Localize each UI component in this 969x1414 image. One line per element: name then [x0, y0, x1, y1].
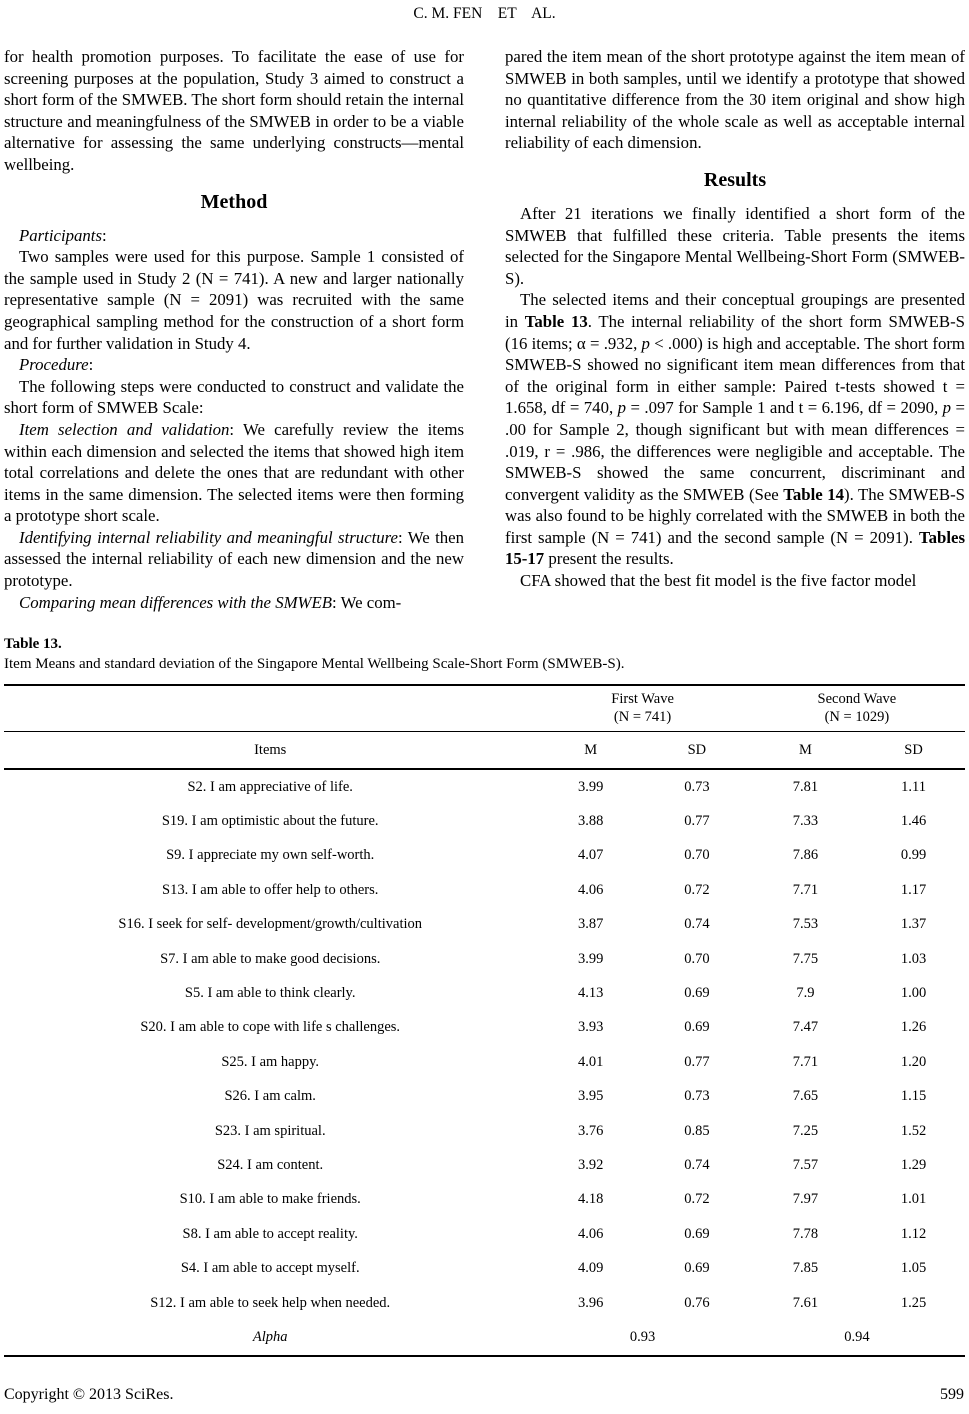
value-cell: 7.53: [792, 916, 819, 933]
text-segment: :: [88, 355, 94, 375]
value-cell: 7.9: [796, 985, 815, 1002]
value-cell: 0.70: [684, 847, 710, 864]
value-cell: 0.99: [900, 847, 927, 864]
item-cell: S7. I am able to make good decisions.: [160, 950, 381, 967]
sd-column-header: SD: [645, 732, 749, 770]
value-cell: 1.01: [900, 1191, 927, 1208]
value-cell: 7.85: [792, 1260, 819, 1277]
first-wave-n: (N = 741): [613, 708, 672, 725]
text-segment: :: [101, 225, 107, 245]
value-cell: 1.52: [900, 1122, 927, 1139]
value-cell: 1.05: [900, 1260, 927, 1277]
text-segment: p: [942, 398, 952, 418]
table-caption-label: Table 13.: [4, 636, 62, 652]
second-wave-title: Second Wave: [817, 691, 897, 707]
m-column-header: M: [749, 732, 862, 770]
text-segment: Participants: [19, 225, 102, 245]
text-segment: Comparing mean differences with the SMWEB: [19, 592, 333, 612]
body-columns: [4, 46, 965, 613]
table-row: [4, 873, 965, 907]
alpha-row: [4, 1320, 965, 1355]
column-header-row: [4, 732, 965, 770]
table-row: [4, 839, 965, 873]
alpha-second-wave-value: 0.94: [749, 1320, 965, 1355]
table-row: [4, 1251, 965, 1285]
text-segment: Identifying internal reliability and meaningful structure: [19, 527, 399, 547]
item-cell: S2. I am appreciative of life.: [187, 778, 353, 795]
text-segment: < .000) is high and acceptable. The short form SMWEB-S showed no significant item mean differences from that of the original form in either sample: Paired t-tests showed t = 1.658, df = 740,: [505, 333, 965, 418]
text-segment: Tables 15-17: [505, 527, 965, 569]
text-segment: Item selection and validation: [19, 419, 230, 439]
value-cell: 1.46: [900, 813, 927, 830]
copyright-text: Copyright © 2013 SciRes.: [4, 1386, 174, 1403]
value-cell: 0.69: [684, 1260, 710, 1277]
value-cell: 1.20: [900, 1053, 927, 1070]
value-cell: 7.33: [792, 813, 819, 830]
text-segment: : We com-: [332, 592, 402, 612]
item-cell: S10. I am able to make friends.: [179, 1191, 361, 1208]
item-cell: S26. I am calm.: [224, 1088, 316, 1105]
value-cell: 3.99: [578, 778, 604, 795]
paragraph: The following steps were conducted to construct and validate the short form of SMWEB Scale:: [4, 376, 464, 418]
text-segment: = .00 for Sample 2, though significant but with mean differences = .019, r = .986, the differences were negligible and acceptable. The SMWEB-S showed the same concurrent, discriminant and convergent validity as the SMWEB (See: [505, 398, 965, 504]
item-cell: S16. I seek for self- development/growth/cultivation: [118, 916, 423, 933]
second-wave-header: [749, 685, 965, 732]
table-caption-text: Item Means and standard deviation of the Singapore Mental Wellbeing Scale-Short Form (SMWEB-S).: [4, 656, 625, 672]
value-cell: 0.74: [684, 916, 710, 933]
value-cell: 3.87: [578, 916, 604, 933]
table-caption: [4, 634, 965, 674]
text-segment: p: [641, 333, 650, 353]
value-cell: 3.96: [578, 1294, 604, 1311]
text-segment: Table 13: [524, 311, 588, 331]
text-segment: = .097 for Sample 1 and t = 6.196, df = 2090,: [626, 398, 943, 418]
text-segment: : We then assessed the internal reliability of each new dimension and the new prototype.: [4, 527, 464, 591]
item-cell: S25. I am happy.: [221, 1053, 320, 1070]
value-cell: 3.99: [578, 950, 604, 967]
text-segment: Table 14: [783, 484, 844, 504]
value-cell: 0.69: [684, 1019, 710, 1036]
value-cell: 4.09: [578, 1260, 604, 1277]
table-row: [4, 1011, 965, 1045]
value-cell: 0.76: [684, 1294, 710, 1311]
text-segment: ). The SMWEB-S was also found to be highly correlated with the SMWEB in both the first sample (N = 741) and the second sample (N = 2091).: [505, 484, 965, 547]
value-cell: 3.93: [578, 1019, 604, 1036]
table-row: [4, 804, 965, 838]
item-cell: S5. I am able to think clearly.: [184, 985, 356, 1002]
table-row: [4, 1080, 965, 1114]
value-cell: 0.85: [684, 1122, 710, 1139]
value-cell: 7.81: [792, 778, 819, 795]
value-cell: 1.17: [900, 881, 927, 898]
value-cell: 1.12: [900, 1225, 927, 1242]
first-wave-title: First Wave: [611, 691, 674, 707]
page-number: 599: [940, 1386, 964, 1403]
value-cell: 3.88: [578, 813, 604, 830]
paragraph: After 21 iterations we finally identified a short form of the SMWEB that fulfilled these criteria. Table presents the items selected for the Singapore Mental Wellbeing-Short Form (SMWEB-S).: [505, 203, 965, 288]
value-cell: 1.11: [901, 778, 926, 795]
value-cell: 0.73: [684, 1088, 710, 1105]
paragraph: CFA showed that the best fit model is the five factor model: [520, 571, 917, 591]
value-cell: 4.18: [578, 1191, 604, 1208]
value-cell: 4.13: [578, 985, 604, 1002]
value-cell: 4.07: [578, 847, 604, 864]
table-row: [4, 976, 965, 1010]
paragraph: Two samples were used for this purpose. Sample 1 consisted of the sample used in Study 2 (N = 741). A new and larger nationally representative sample (N = 2091) was recruited with the same geographical sampling method for the construction of a short form and for further validation in Study 4.: [4, 247, 464, 353]
value-cell: 1.25: [900, 1294, 927, 1311]
item-cell: S19. I am optimistic about the future.: [161, 813, 379, 830]
table-row: [4, 1148, 965, 1182]
value-cell: 1.03: [900, 950, 927, 967]
value-cell: 7.97: [792, 1191, 819, 1208]
text-segment: The selected items and their conceptual groupings are presented in: [505, 290, 965, 331]
value-cell: 0.72: [684, 1191, 710, 1208]
alpha-label: Alpha: [4, 1320, 536, 1355]
value-cell: 7.65: [792, 1088, 819, 1105]
value-cell: 3.76: [578, 1122, 604, 1139]
table-row: [4, 908, 965, 942]
paragraph: [4, 592, 464, 614]
wave-header-row: [4, 685, 965, 732]
value-cell: 0.70: [684, 950, 710, 967]
paragraph: [4, 419, 464, 527]
item-cell: S9. I appreciate my own self-worth.: [166, 847, 375, 864]
value-cell: 7.25: [792, 1122, 819, 1139]
value-cell: 1.00: [900, 985, 927, 1002]
text-segment: Procedure: [19, 355, 89, 375]
value-cell: 7.71: [792, 881, 819, 898]
text-segment: . The internal reliability of the short form SMWEB-S (16 items; α = .932,: [505, 311, 965, 353]
text-segment: p: [617, 398, 627, 418]
right-column: [505, 46, 965, 613]
table-row: [4, 942, 965, 976]
value-cell: 0.69: [684, 1225, 710, 1242]
participants-label: [4, 225, 464, 247]
items-column-header: Items: [4, 732, 536, 770]
alpha-first-wave-value: 0.93: [536, 1320, 748, 1355]
method-heading: Method: [200, 190, 268, 213]
item-cell: S23. I am spiritual.: [214, 1122, 326, 1139]
results-heading: Results: [703, 168, 767, 191]
m-column-header: M: [536, 732, 645, 770]
table-13-area: [4, 634, 965, 1357]
table-row: [4, 769, 965, 804]
paragraph: for health promotion purposes. To facilitate the ease of use for screening purposes at the population, Study 3 aimed to construct a short form of the SMWEB. The short form should retain the internal structure and meaningfulness of the SMWEB in order to be a viable alternative for assessing the same underlying constructs—mental wellbeing.: [4, 47, 464, 174]
value-cell: 0.74: [684, 1156, 710, 1173]
text-segment: present the results.: [544, 549, 674, 569]
paragraph: pared the item mean of the short prototype against the item mean of SMWEB in both samples, until we identify a prototype that showed no quantitative difference from the 30 item original and show high internal reliability of the whole scale as well as acceptable internal reliability of each dimension.: [505, 47, 965, 153]
value-cell: 3.95: [578, 1088, 604, 1105]
paragraph: [4, 527, 464, 592]
value-cell: 1.37: [900, 916, 927, 933]
item-cell: S24. I am content.: [217, 1156, 324, 1173]
value-cell: 0.77: [684, 813, 710, 830]
value-cell: 7.57: [792, 1156, 819, 1173]
value-cell: 0.72: [684, 881, 710, 898]
item-cell: S8. I am able to accept reality.: [182, 1225, 358, 1242]
value-cell: 1.29: [900, 1156, 927, 1173]
value-cell: 1.26: [900, 1019, 927, 1036]
running-head: C. M. FEN ET AL.: [413, 5, 556, 22]
page-footer: [4, 1386, 964, 1404]
table-13: [4, 684, 965, 1357]
value-cell: 0.69: [684, 985, 710, 1002]
item-cell: S4. I am able to accept myself.: [180, 1260, 360, 1277]
value-cell: 7.71: [792, 1053, 819, 1070]
table-row: [4, 1217, 965, 1251]
table-row: [4, 1286, 965, 1320]
text-segment: : We carefully review the items within each dimension and selected the items that showed high item total correlations and delete the ones that are redundant with other items in the same dimension. The selected items were then forming a prototype short scale.: [4, 419, 464, 526]
value-cell: 3.92: [578, 1156, 604, 1173]
sd-column-header: SD: [862, 732, 965, 770]
item-cell: S20. I am able to cope with life s challenges.: [140, 1019, 401, 1036]
table-row: [4, 1045, 965, 1079]
first-wave-header: [536, 685, 748, 732]
procedure-label: [4, 354, 464, 376]
value-cell: 4.01: [578, 1053, 604, 1070]
empty-cell: [4, 685, 536, 732]
value-cell: 7.47: [792, 1019, 819, 1036]
table-row: [4, 1114, 965, 1148]
value-cell: 0.77: [684, 1053, 710, 1070]
item-cell: S12. I am able to seek help when needed.: [150, 1294, 391, 1311]
value-cell: 7.78: [792, 1225, 819, 1242]
value-cell: 4.06: [578, 881, 604, 898]
value-cell: 7.61: [792, 1294, 819, 1311]
second-wave-n: (N = 1029): [824, 708, 890, 725]
table-row: [4, 1183, 965, 1217]
left-column: [4, 46, 464, 613]
paragraph: [505, 289, 965, 570]
value-cell: 7.86: [792, 847, 819, 864]
value-cell: 0.73: [684, 778, 710, 795]
value-cell: 7.75: [792, 950, 819, 967]
item-cell: S13. I am able to offer help to others.: [162, 881, 379, 898]
value-cell: 1.15: [900, 1088, 927, 1105]
value-cell: 4.06: [578, 1225, 604, 1242]
